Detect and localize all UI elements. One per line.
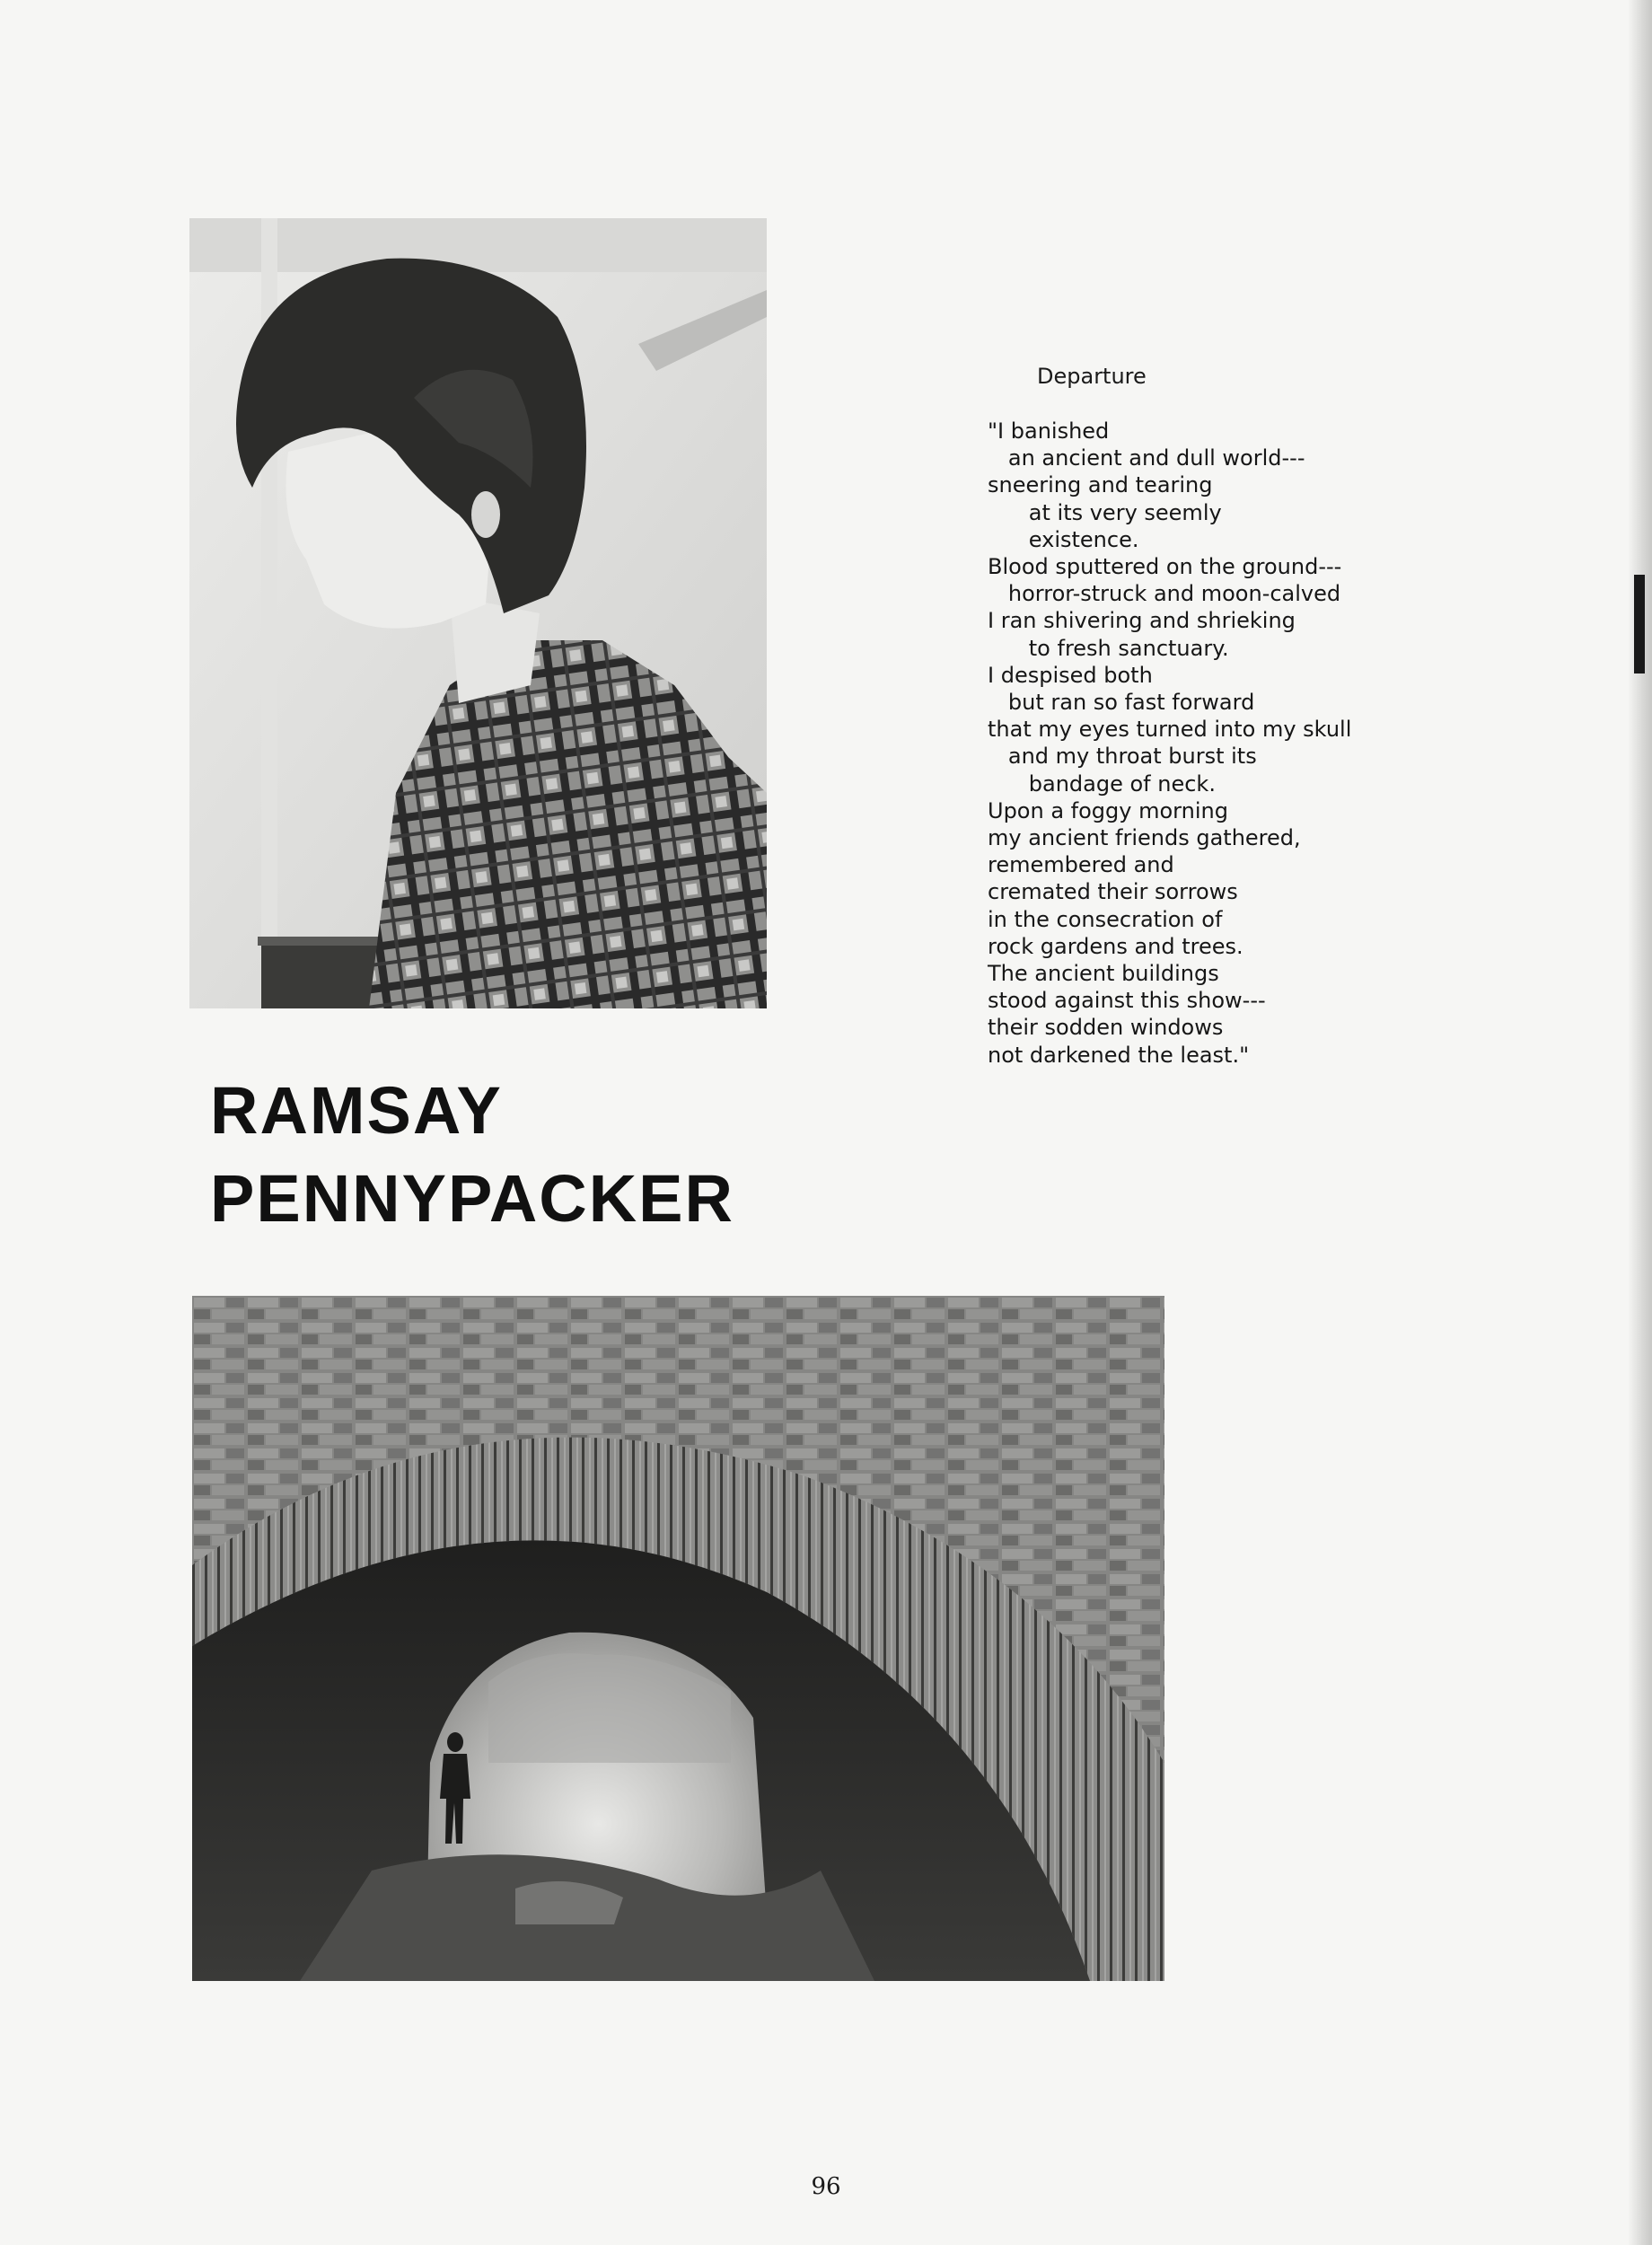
poem-line: horror-struck and moon-calved bbox=[988, 581, 1341, 607]
poem-line: Blood sputtered on the ground--- bbox=[988, 554, 1342, 580]
last-name: PENNYPACKER bbox=[210, 1161, 734, 1236]
poem-line: in the consecration of bbox=[988, 906, 1223, 932]
page-edge bbox=[1629, 0, 1652, 2245]
poem-line: cremated their sorrows bbox=[988, 879, 1238, 905]
poem-title: Departure bbox=[1037, 364, 1147, 389]
poem-line: and my throat burst its bbox=[988, 744, 1257, 770]
stone-bridge-photo bbox=[192, 1296, 1164, 1981]
poem-line: "I banished bbox=[988, 418, 1110, 444]
poem-line: an ancient and dull world--- bbox=[988, 445, 1305, 471]
portrait-photo-image bbox=[189, 218, 767, 1008]
poem-line: sneering and tearing bbox=[988, 472, 1213, 498]
page-number: 96 bbox=[811, 2173, 841, 2200]
page-edge-mark bbox=[1634, 575, 1645, 674]
poem-line: not darkened the least." bbox=[988, 1042, 1250, 1068]
poem-line: my ancient friends gathered, bbox=[988, 825, 1301, 851]
poem-line: rock gardens and trees. bbox=[988, 933, 1243, 959]
stone-bridge-photo-image bbox=[192, 1296, 1164, 1981]
poem-line: to fresh sanctuary. bbox=[988, 635, 1229, 661]
poem-line: but ran so fast forward bbox=[988, 690, 1255, 716]
poem-line: bandage of neck. bbox=[988, 770, 1216, 797]
poem-line: at its very seemly bbox=[988, 499, 1222, 525]
poem-line: The ancient buildings bbox=[988, 961, 1219, 987]
poem-line: that my eyes turned into my skull bbox=[988, 717, 1352, 743]
poem-line: their sodden windows bbox=[988, 1015, 1224, 1041]
poem-line: I ran shivering and shrieking bbox=[988, 608, 1296, 634]
poem-line: stood against this show--- bbox=[988, 988, 1266, 1014]
poem-line: Upon a foggy morning bbox=[988, 797, 1228, 823]
poem-line: remembered and bbox=[988, 852, 1174, 878]
person-name bbox=[210, 1067, 785, 1243]
poem-line: I despised both bbox=[988, 662, 1153, 688]
poem-line: existence. bbox=[988, 526, 1139, 552]
first-name: RAMSAY bbox=[210, 1073, 503, 1148]
portrait-photo bbox=[189, 218, 767, 1008]
poem-body bbox=[988, 418, 1454, 1069]
